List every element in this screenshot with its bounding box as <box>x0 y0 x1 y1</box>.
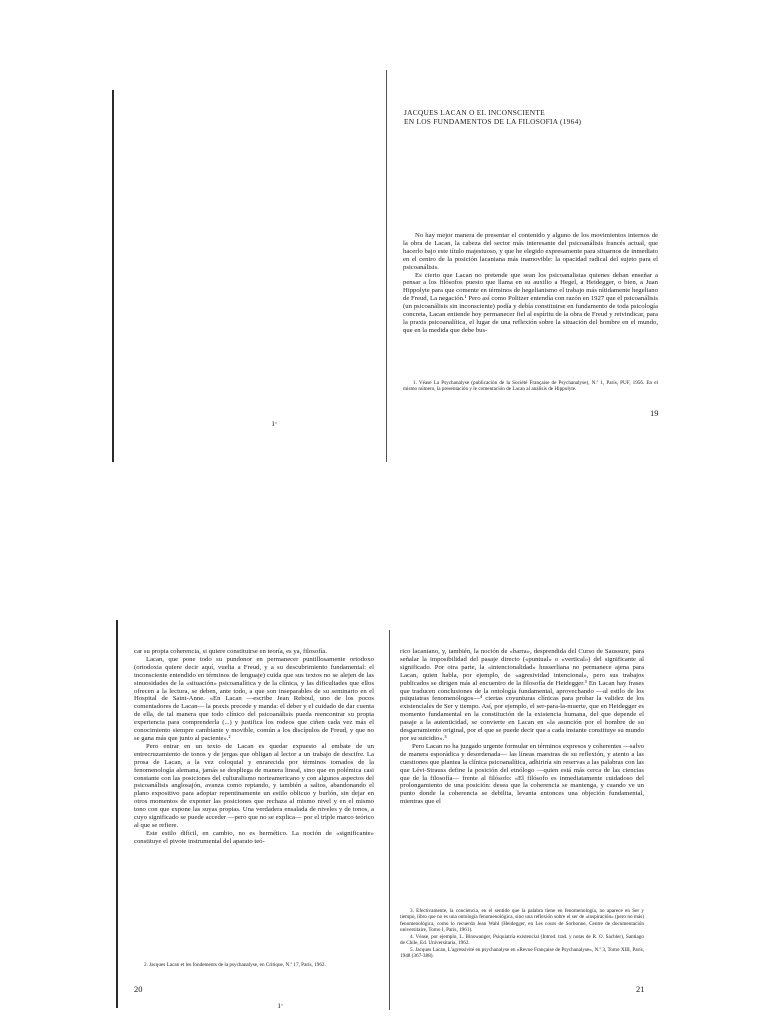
footnote: 3. Efectivamente, la conciencia, en el sentido que la palabra tiene en fenomenología, no aparece en Ser y tiempo, libro que no es una ontología fenomenológica, sino una reflexión sobre el ser de «inspiración» (pero no más) fenomenológica, como lo recuerda Jean Wahl (Heidegger, en Les cours de Sorbonne, Centre de documentación universitaire, Tomo I, París, 1961). <box>400 908 644 933</box>
paragraph: No hay mejor manera de presentar el contenido y alguno de los movimientos internos de la obra de Lacan, la cabeza del sector más interesante del psicoanálisis francés actual, que hacerlo bajo este título majestuoso, y que he elegido expresamente para situarnos de inmediato en el centro de la posición lacaniana más inamovible: la opacidad radical del sujeto para el psicoanálisis. <box>403 232 658 271</box>
page-21-body <box>400 648 644 806</box>
page-20-body <box>134 648 374 846</box>
top-spread-left-edge <box>112 90 114 462</box>
paragraph: Lacan, que pone todo su pundonor en permanecer puntillosamente ortodoxo (ortodoxia quiere decir aquí, vuelta a Freud, y a su descubrimiento fundamental: el inconsciente entendido en términos de lenguaje) cuida que sus textos no se alejen de las sinuosidades de la «situación» psicoanalítica y de la clínica, y las dificultades que ellos ofrecen a la lectura, se deben, ante todo, a que son inseparables de su seminario en el Hospital de Saint-Anne. «En Lacan —escribe Jean Reboul, uno de los pocos comentadores de Lacan— la praxis precede y manda: el deber y el cuidado de dar cuenta de ella, de tal manera que todo clínico del psicoanálisis pueda reencontrar su propia experiencia para comprenderla (...) y justifica los rodeos que ciñen cada vez más el conocimiento siempre cambiante y movible, común a los discípulos de Freud, y que no se gana más que junto al paciente».² <box>134 655 374 742</box>
bottom-spread-gutter <box>389 630 390 1010</box>
chapter-title-line-1: JACQUES LACAN O EL INCONSCIENTE <box>404 108 545 117</box>
chapter-title <box>404 108 664 126</box>
paragraph: rico lacaniano, y, también, la noción de «barra», desprendida del Curso de Saussure, para señalar la imposibilidad del pasaje directo («puntual» o «vertical») del significante al significado. Por otra parte, la «intencionalidad» husserliana no permanece ajena para Lacan, quien habla, por ejemplo, de «agresividad intencional», pero sus trabajos publicados se dirigen más al encuentro de la filosofía de Heidegger.³ En Lacan hay frases que traducen conclusiones de la ontología fundamental, aprovechando —al estilo de los psiquiatras fenomenólogos—⁴ ciertas coyunturas clínicas para probar la validez de los existenciales de Ser y tiempo. Así, por ejemplo, el ser-para-la-muerte, que en Heidegger es momento fundamental en la constitución de la existencia humana, del que depende el pasaje a la autenticidad, se convierte en Lacan en «la asunción por el hombre de su desgarramiento original, por el que se puede decir que a cada instante constituye su mundo por su suicidio».⁵ <box>400 648 644 742</box>
page-19-footnotes <box>403 380 658 393</box>
footnote: 4. Véase, por ejemplo, L. Binswanger, Psiquiatría existencial (Introd. trad. y notas de R. O. Sachler), Santiago de Chile, Ed. Universitaria, 1962. <box>400 933 644 947</box>
paragraph: Es cierto que Lacan no pretende que sean los psicoanalistas quienes deban enseñar a pensar a los filósofos puesto que llama en su auxilio a Hegel, a Heidegger, o bien, a Juan Hippolyte para que comente en términos de hegelianismo el trabajo más nítidamente hegeliano de Freud, La negación.¹ Pero así como Politzer entendía con razón en 1927 que el psicoanálisis (un psicoanálisis sin inconsciente) podía y debía constituirse en fundamento de toda psicología concreta, Lacan entiende hoy permanecer fiel al espíritu de la obra de Freud y reivindicar, para la praxis psicoanalítica, el lugar de una reflexión sobre la situación del hombre en el mundo, que en la medida que debe bus- <box>403 271 658 334</box>
footnote: 1. Véase La Psychanalyse (publicación de la Société Française de Psychanalyse), N.º 1, París, PUF, 1956. En el mismo número, la presentación y le comentación de Lacan al análisis de Hippolyte. <box>403 380 658 393</box>
paragraph: car su propia coherencia, si quiere constituirse en teoría, es ya, filosofía. <box>134 648 327 655</box>
page-20-footnotes <box>134 962 374 969</box>
scan-speck: ı· <box>272 418 278 428</box>
page-19-body <box>403 232 658 335</box>
footnote: 2. Jacques Lacan et les fondements de la psychanalyse, en Critique, N.º 17, París, 1962. <box>144 962 326 968</box>
page-number: 19 <box>650 408 659 418</box>
top-spread-gutter <box>386 70 387 462</box>
page-number: 20 <box>134 984 143 994</box>
chapter-title-line-2: EN LOS FUNDAMENTOS DE LA FILOSOFIA (1964) <box>404 117 582 126</box>
paragraph: Este estilo difícil, en cambio, no es hermético. La noción de «significante» constituye el pivote instrumental del aparato teó- <box>134 829 374 845</box>
page-21-footnotes <box>400 908 644 960</box>
footnote: 5. Jacques Lacan, L'agressivité en psychanalyse en «Revue Française de Psychanalyse», N.º 3, Tomo XIII, París, 1948 (367-388). <box>400 946 645 960</box>
paragraph: Pero entrar en un texto de Lacan es quedar expuesto al embate de un entrecruzamiento de tonos y de jergas que obligan al lector a un trabajo de descifre. La prosa de Lacan, a la vez coloquial y enrarecida por términos tomados de la fenomenología alemana, jamás se despliega de manera lineal, sino que en polémica casi constante con las posiciones del culturalismo norteamericano y con algunos aspectos del psicoanálisis anglosajón, avanza como reptando, y también a saltos, abandonando el plano expositivo para adoptar repentinamente un estilo oblicuo y burlón, sin dejar en otros momentos de exponer las posiciones que rechaza al mismo nivel y en el mismo tono con que expone las suyas propias. Una verdadera ensalada de niveles y de tonos, a cuyo significado se puede acceder —pero que no se explica— por el triple marco teórico al que se refiere. <box>134 742 374 829</box>
paragraph: Pero Lacan no ha juzgado urgente formular en términos expresos y coherentes —salvo de manera esporádica y desordenada— las líneas maestras de su reflexión, y atento a las cuestiones que plantea la clínica psicoanalítica, adhiriría sin reservas a las palabras con las que Lévi-Strauss define la posición del etnólogo —quien está más cerca de las ciencias que de la filosofía— frente al filósofo: «El filósofo es inmediatamente cuidadoso del prolongamiento de una posición: desea que la coherencia se mantenga, y cuando ve un punto donde la coherencia se debilita, levanta entonces una objeción fundamental, mientras que el <box>400 742 645 806</box>
page-number: 21 <box>636 984 645 994</box>
bottom-spread-left-edge <box>116 620 118 1008</box>
scan-speck: ı· <box>278 1000 284 1010</box>
